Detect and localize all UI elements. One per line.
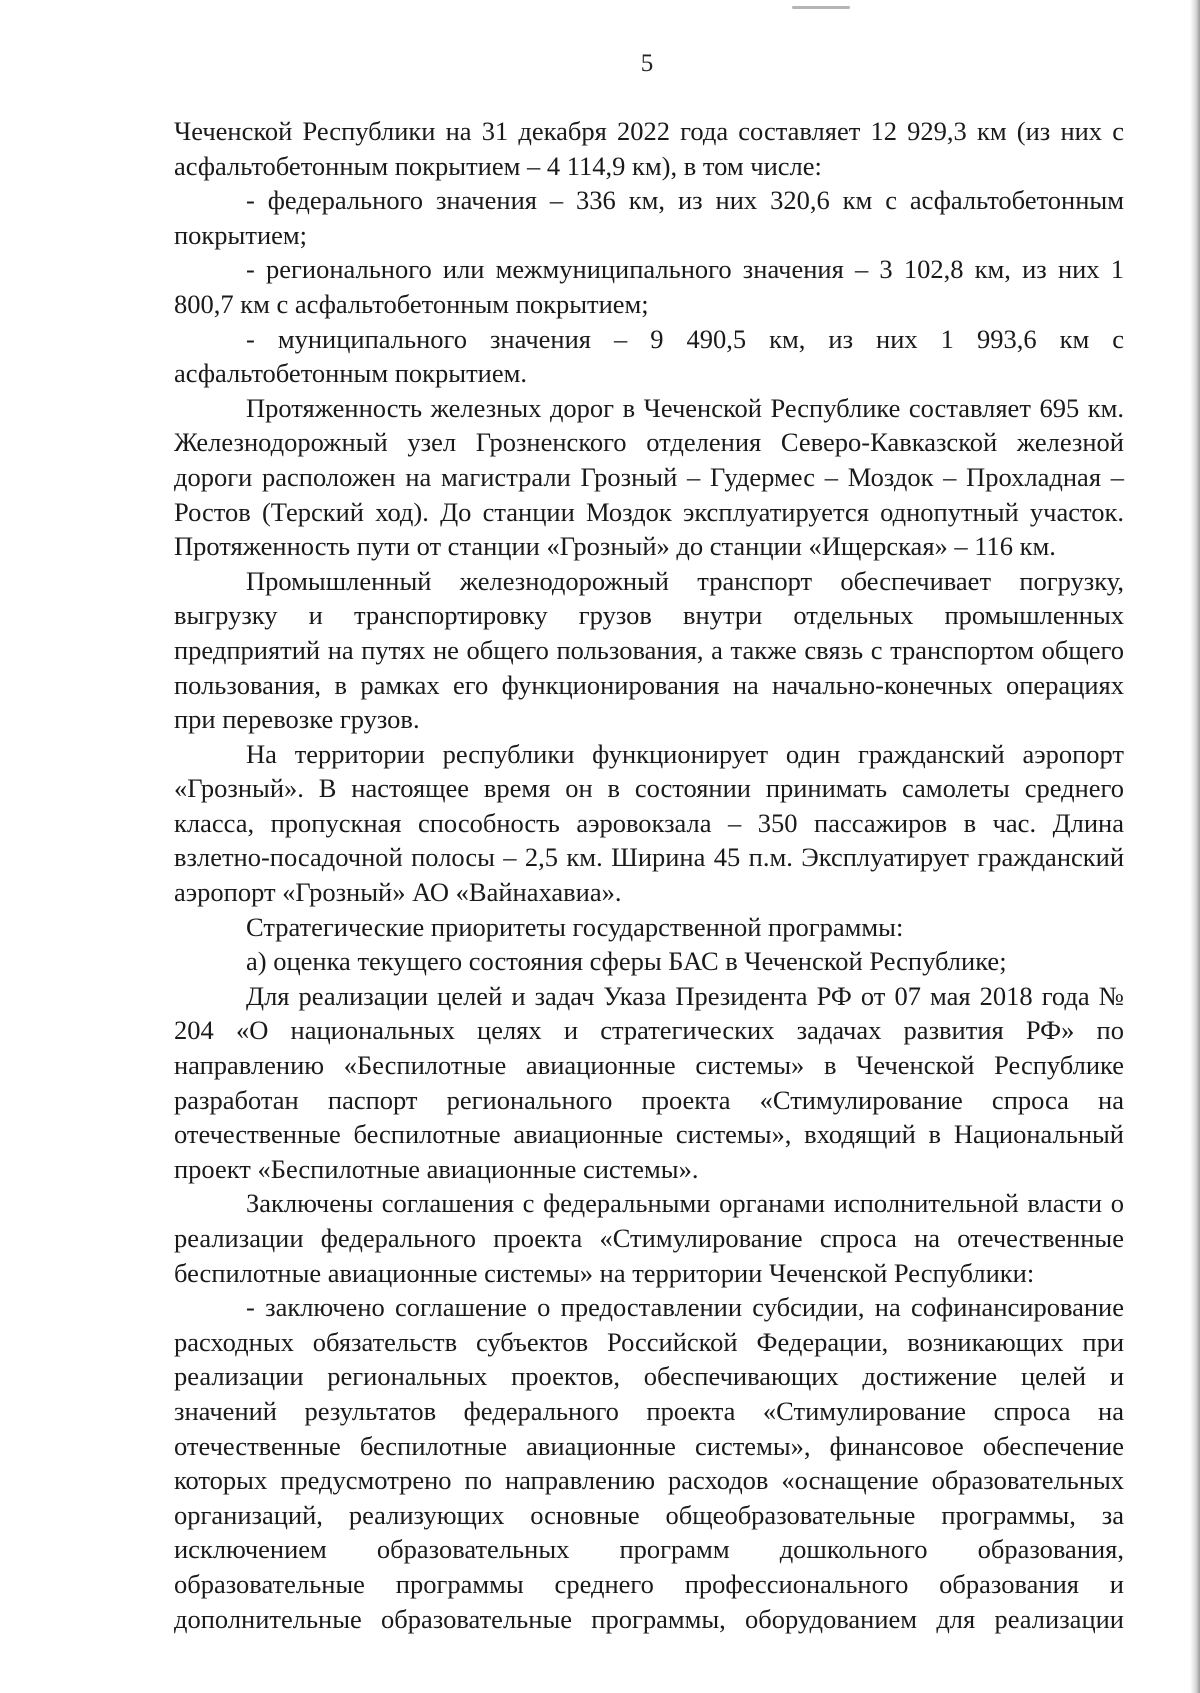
paragraph-priorities: Стратегические приоритеты государственной программы: xyxy=(246,911,904,942)
paragraph-federal-roads: - федерального значения – 336 км, из них 320,6 км с асфальтобетонным покрытием; xyxy=(174,185,1124,250)
scan-mark xyxy=(792,6,850,9)
document-body xyxy=(174,114,1124,1636)
paragraph-decree: Для реализации целей и задач Указа Президента РФ от 07 мая 2018 года № 204 «О национальных целях и стратегических задачах развития РФ» по направлению «Беспилотные авиационные системы» в Чеченской Республике разработан паспорт регионального проекта «Стимулирование спроса на отечественные беспилотные авиационные системы», входящий в Национальный проект «Беспилотные авиационные системы». xyxy=(174,980,1124,1184)
paragraph-subsidy: - заключено соглашение о предоставлении субсидии, на софинансирование расходных обязательств субъектов Российской Федерации, возникающих при реализации региональных проектов, обеспечивающих достижение целей и значений результатов федерального проекта «Стимулирование спроса на отечественные беспилотные авиационные системы», финансовое обеспечение которых предусмотрено по направлению расходов «оснащение образовательных организаций, реализующих основные общеобразовательные программы, за исключением образовательных программ дошкольного образования, образовательные программы среднего профессионального образования и дополнительные образовательные программы, оборудованием для реализации xyxy=(174,1292,1124,1634)
paragraph-industrial-rail: Промышленный железнодорожный транспорт обеспечивает погрузку, выгрузку и транспортировку грузов внутри отдельных промышленных предприятий на путях не общего пользования, а также связь с транспортом общего пользования, в рамках его функционирования на начально-конечных операциях при перевозке грузов. xyxy=(174,565,1124,735)
paragraph-priority-a: а) оценка текущего состояния сферы БАС в Чеченской Республике; xyxy=(246,946,1007,977)
page-number: 5 xyxy=(640,50,654,77)
paragraph-road-total: Чеченской Республики на 31 декабря 2022 года составляет 12 929,3 км (из них с асфальтобетонным покрытием – 4 114,9 км), в том числе: xyxy=(174,116,1124,181)
paragraph-municipal-roads: - муниципального значения – 9 490,5 км, из них 1 993,6 км с асфальтобетонным покрытием. xyxy=(174,323,1124,389)
paragraph-regional-roads: - регионального или межмуниципального значения – 3 102,8 км, из них 1 800,7 км с асфальтобетонным покрытием; xyxy=(174,254,1124,319)
paragraph-airport: На территории республики функционирует один гражданский аэропорт «Грозный». В настоящее время он в состоянии принимать самолеты среднего класса, пропускная способность аэровокзала – 350 пассажиров в час. Длина взлетно-посадочной полосы – 2,5 км. Ширина 45 п.м. Эксплуатирует гражданский аэропорт «Грозный» АО «Вайнахавиа». xyxy=(174,738,1124,908)
paragraph-agreements: Заключены соглашения с федеральными органами исполнительной власти о реализации федерального проекта «Стимулирование спроса на отечественные беспилотные авиационные системы» на территории Чеченской Республики: xyxy=(174,1188,1124,1288)
scan-edge-shadow xyxy=(1190,0,1200,1693)
paragraph-railways: Протяженность железных дорог в Чеченской Республике составляет 695 км. Железнодорожный узел Грозненского отделения Северо-Кавказской железной дороги расположен на магистрали Грозный – Гудермес – Моздок – Прохладная – Ростов (Терский ход). До станции Моздок эксплуатируется однопутный участок. Протяженность пути от станции «Грозный» до станции «Ищерская» – 116 км. xyxy=(174,392,1124,562)
